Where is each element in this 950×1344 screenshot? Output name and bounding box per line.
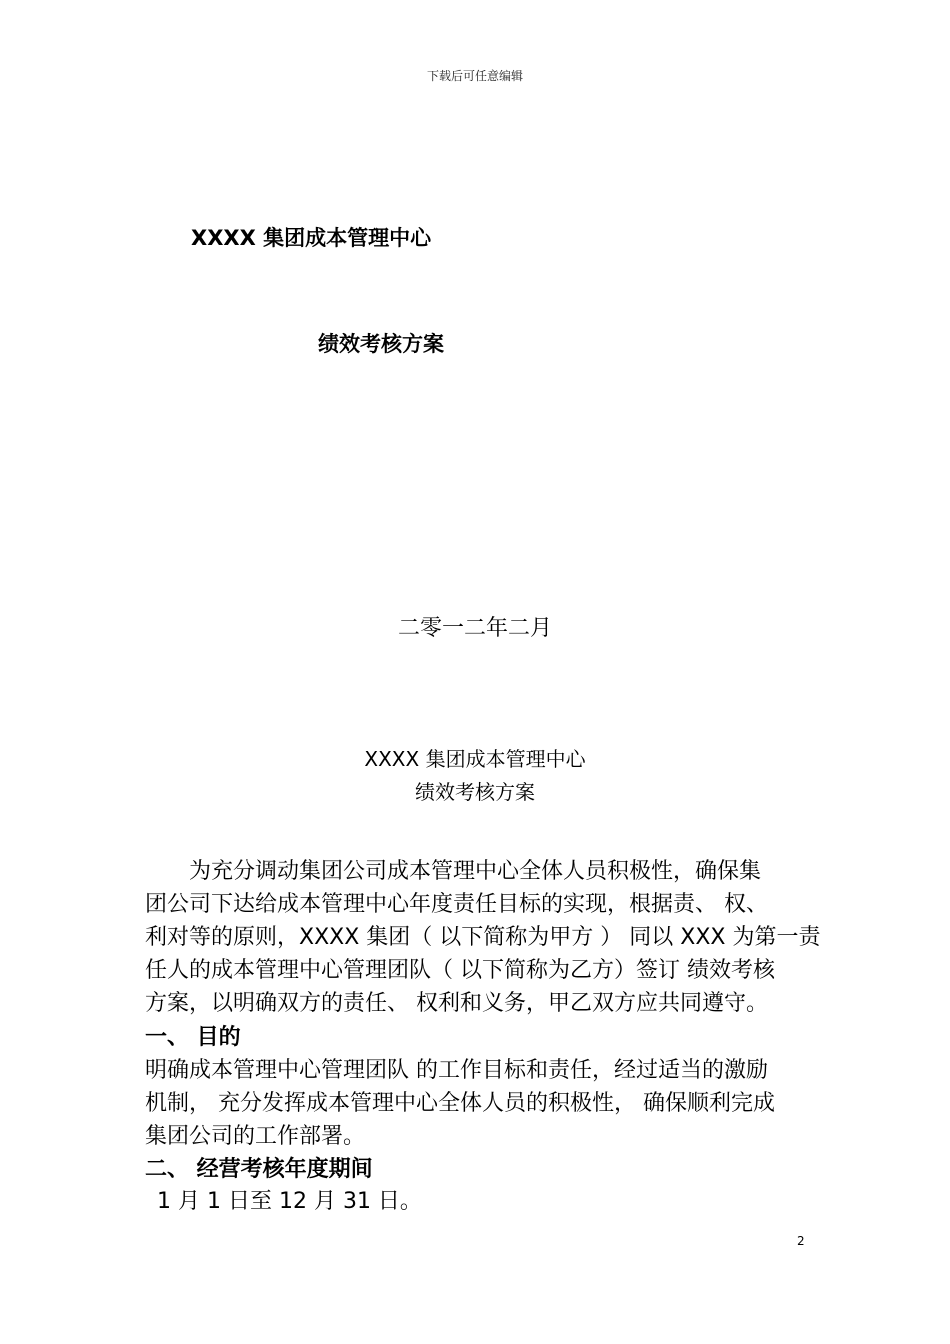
intro-line: 为充分调动集团公司成本管理中心全体人员积极性，确保集 xyxy=(189,859,762,884)
document-title-line2: 绩效考核方案 xyxy=(415,780,535,804)
intro-line: 团公司下达给成本管理中心年度责任目标的实现，根据责、 权、 xyxy=(145,892,768,917)
cover-date: 二零一二年二月 xyxy=(397,616,552,641)
intro-paragraph xyxy=(145,855,821,1020)
intro-line: 利对等的原则，XXXX 集团（ 以下简称为甲方 ） 同以 XXX 为第一责 xyxy=(145,925,821,950)
cover-title-line2: 绩效考核方案 xyxy=(318,332,444,356)
document-title-line1: XXXX 集团成本管理中心 xyxy=(364,747,586,771)
section1-heading: 一、 目的 xyxy=(145,1025,241,1050)
page-number: 2 xyxy=(797,1234,805,1248)
intro-line: 方案，以明确双方的责任、 权利和义务，甲乙双方应共同遵守。 xyxy=(145,991,768,1016)
header-note: 下载后可任意编辑 xyxy=(426,69,523,83)
section1-line: 集团公司的工作部署。 xyxy=(145,1124,366,1149)
cover-title-line1: XXXX 集团成本管理中心 xyxy=(191,226,432,250)
section1-line: 明确成本管理中心管理团队 的工作目标和责任，经过适当的激励 xyxy=(145,1058,768,1083)
section1-body xyxy=(145,1054,810,1153)
section1-line: 机制， 充分发挥成本管理中心全体人员的积极性， 确保顺利完成 xyxy=(145,1091,775,1116)
section2-heading: 二、 经营考核年度期间 xyxy=(145,1157,373,1182)
section2-body: 1 月 1 日至 12 月 31 日。 xyxy=(157,1189,422,1214)
intro-line: 任人的成本管理中心管理团队（ 以下简称为乙方）签订 绩效考核 xyxy=(145,958,775,983)
